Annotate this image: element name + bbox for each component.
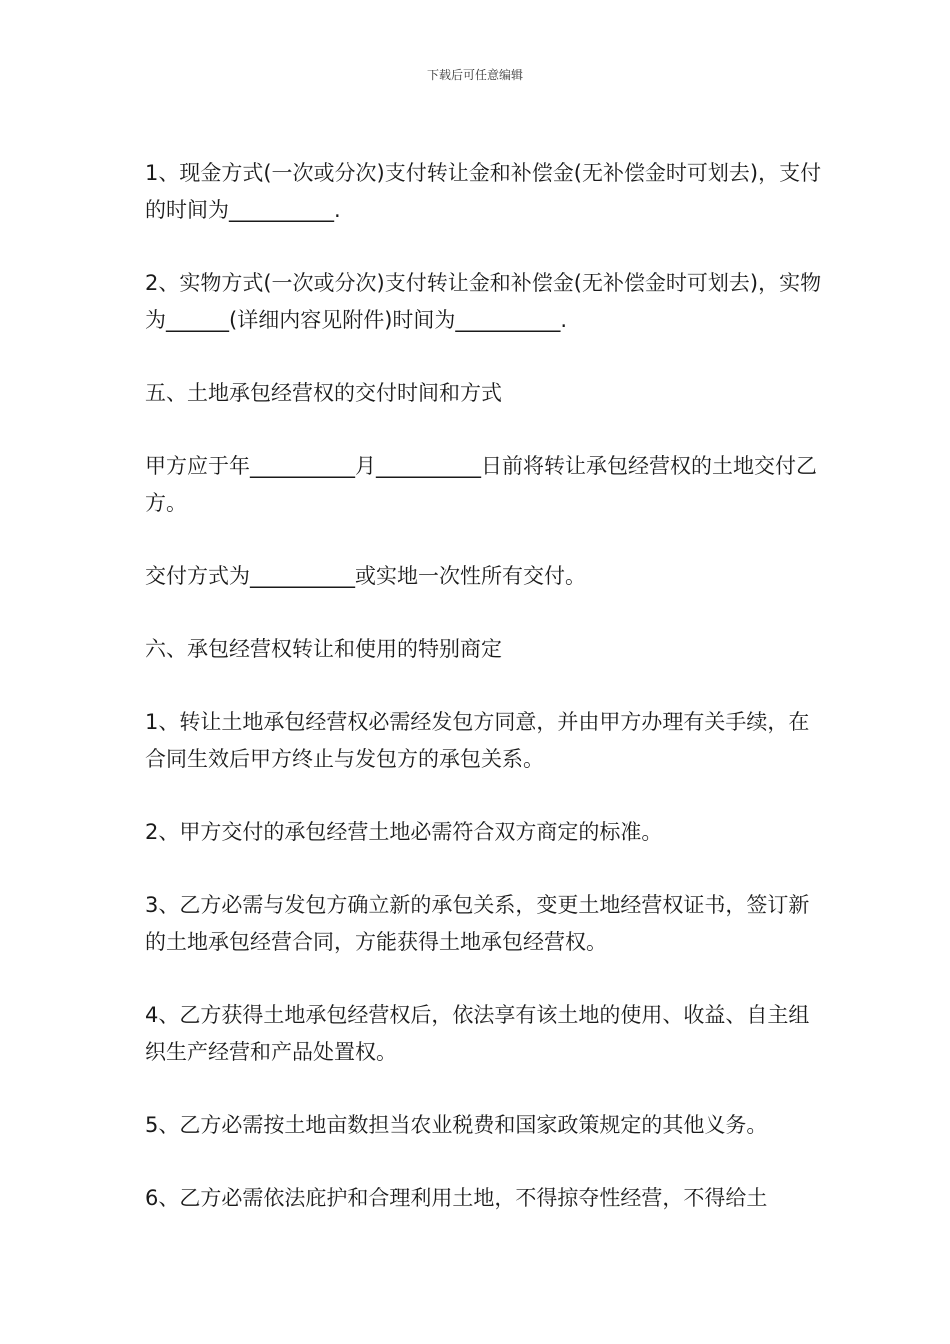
header-note: 下载后可任意编辑 — [426, 68, 523, 82]
paragraph-term-1: 1、转让土地承包经营权必需经发包方同意，并由甲方办理有关手续，在合同生效后甲方终止与发包方的承包关系。 — [145, 710, 810, 771]
paragraph-term-2: 2、甲方交付的承包经营土地必需符合双方商定的标准。 — [145, 820, 663, 844]
paragraph-payment-goods: 2、实物方式(一次或分次)支付转让金和补偿金(无补偿金时可划去)，实物为______(详细内容见附件)时间为__________. — [145, 271, 822, 332]
document-body — [145, 155, 825, 1253]
paragraph-delivery-time: 甲方应于年__________月__________日前将转让承包经营权的土地交付乙方。 — [145, 454, 817, 515]
section-heading-delivery: 五、土地承包经营权的交付时间和方式 — [145, 381, 502, 405]
paragraph-term-3: 3、乙方必需与发包方确立新的承包关系，变更土地经营权证书，签订新的土地承包经营合同，方能获得土地承包经营权。 — [145, 893, 810, 954]
paragraph-term-4: 4、乙方获得土地承包经营权后，依法享有该土地的使用、收益、自主组织生产经营和产品处置权。 — [145, 1003, 810, 1064]
paragraph-term-5: 5、乙方必需按土地亩数担当农业税费和国家政策规定的其他义务。 — [145, 1113, 768, 1137]
paragraph-term-6: 6、乙方必需依法庇护和合理利用土地，不得掠夺性经营，不得给土 — [145, 1186, 768, 1210]
paragraph-payment-cash: 1、现金方式(一次或分次)支付转让金和补偿金(无补偿金时可划去)，支付的时间为__________. — [145, 161, 822, 222]
section-heading-special-terms: 六、承包经营权转让和使用的特别商定 — [145, 637, 502, 661]
paragraph-delivery-method: 交付方式为__________或实地一次性所有交付。 — [145, 564, 586, 588]
